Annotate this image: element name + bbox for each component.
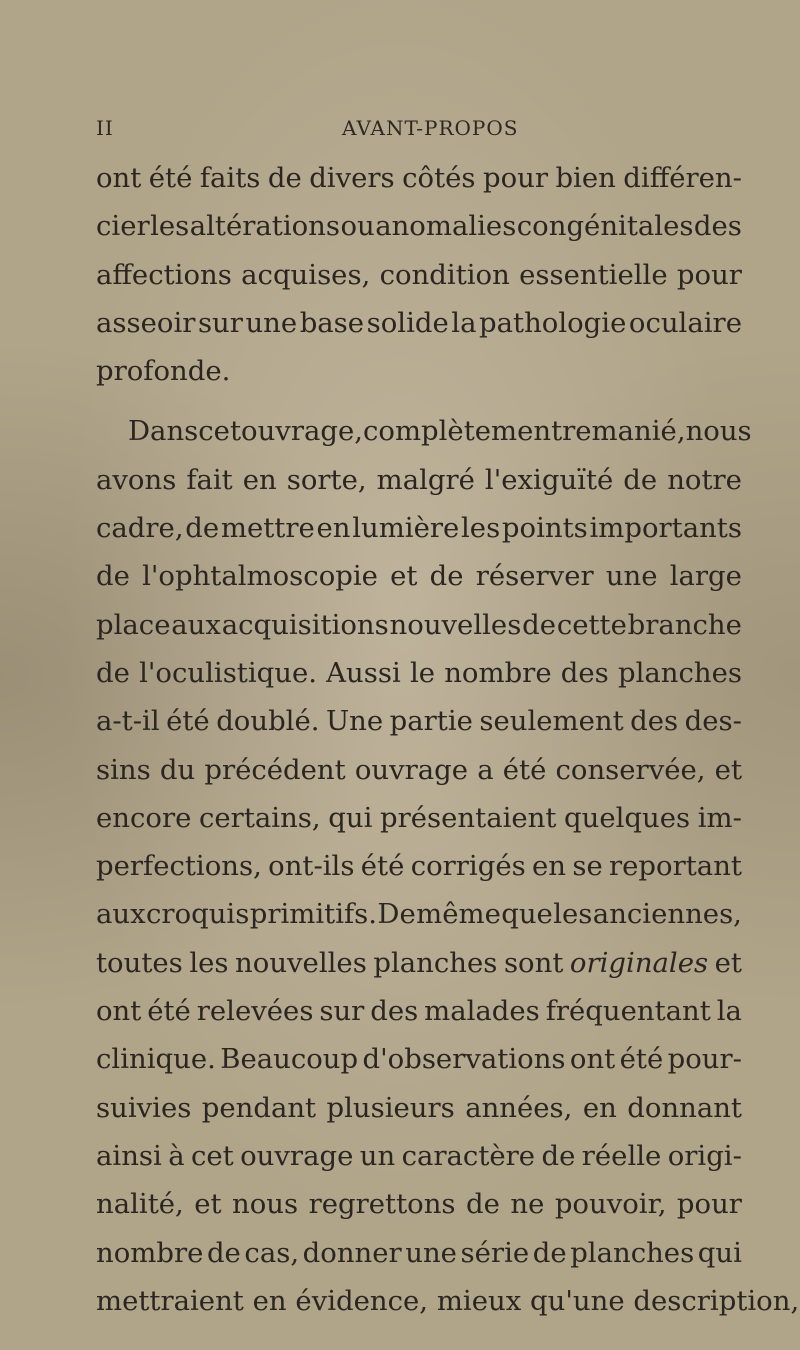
word: été (147, 995, 191, 1028)
word: années, (465, 1091, 573, 1124)
word: été (148, 162, 193, 194)
word: congénitales (516, 210, 694, 243)
word: série (460, 1236, 530, 1269)
text-line (96, 746, 742, 794)
text-line (96, 202, 742, 250)
word: pour- (667, 1043, 742, 1076)
word: nouvelles (235, 946, 367, 979)
word: précédent (204, 753, 346, 786)
word: essentielle (519, 258, 668, 291)
text-line (96, 1277, 800, 1325)
text-line (96, 842, 742, 890)
text-line (96, 890, 742, 938)
word: sur (319, 995, 365, 1028)
word: et (714, 753, 742, 786)
word: ont (96, 162, 142, 194)
word: im- (697, 801, 742, 834)
word: altérations (189, 210, 341, 243)
word: acquises, (241, 258, 371, 291)
word: de (429, 560, 464, 593)
word: donner (302, 1236, 402, 1269)
body-text (96, 154, 800, 1325)
word: été (360, 850, 405, 883)
word: la (716, 995, 742, 1028)
text-line (96, 1229, 742, 1277)
word: qui (697, 1236, 742, 1269)
word: l'exiguïté (484, 463, 614, 496)
word: Aussi (326, 656, 401, 689)
word: cadre, (96, 512, 184, 545)
word: nous (685, 415, 752, 448)
word: nouvelles (389, 608, 522, 641)
word: le (409, 656, 436, 689)
word: les (553, 898, 593, 931)
word: Une (325, 705, 384, 738)
word: la (451, 306, 477, 339)
word: du (159, 753, 196, 786)
word: nombre (444, 656, 552, 689)
word: cier (96, 210, 150, 243)
word: les (189, 946, 229, 979)
word: faits (199, 162, 261, 194)
text-line (96, 407, 752, 455)
word: cette (556, 608, 627, 641)
word: une (405, 1236, 457, 1269)
word: aux (96, 898, 146, 931)
word: large (669, 560, 742, 593)
word: mettre (220, 512, 315, 545)
word: malades (424, 995, 540, 1028)
word: en (532, 850, 567, 883)
word: encore (96, 801, 192, 834)
word: complètement (362, 415, 563, 448)
word: a (477, 753, 494, 786)
word: mieux (436, 1284, 522, 1317)
word: des (693, 210, 742, 243)
text-line (96, 987, 742, 1035)
word: sins (96, 753, 151, 786)
word: en (582, 1091, 617, 1124)
word: d'observations (362, 1043, 566, 1076)
word: ont-ils (268, 850, 355, 883)
text-line (96, 347, 742, 395)
word: ouvrage (240, 1139, 354, 1172)
word: de (185, 512, 220, 545)
word: mettraient (96, 1284, 244, 1317)
word: planches (617, 656, 742, 689)
text-line (96, 552, 742, 600)
word: cet (191, 1139, 234, 1172)
text-line (96, 939, 742, 987)
word: en (316, 512, 351, 545)
word: pour (482, 162, 548, 194)
word: acquisitions (221, 608, 389, 641)
word: de (96, 560, 130, 593)
word: des- (684, 705, 742, 738)
word: ouvrage (354, 753, 469, 786)
word: les (150, 210, 190, 243)
word: de (206, 1236, 241, 1269)
word: nous (232, 1188, 299, 1221)
word: caractère (401, 1139, 536, 1172)
word: originales (569, 946, 709, 979)
word: se (572, 850, 603, 883)
word: toutes (96, 946, 183, 979)
word: évidence, (295, 1284, 429, 1317)
word: oculaire (628, 306, 742, 339)
word: place (96, 608, 171, 641)
text-line (96, 251, 742, 299)
word: origi- (667, 1139, 742, 1172)
word: conservée, (555, 753, 706, 786)
running-title: AVANT-PROPOS (342, 116, 519, 140)
text-line (96, 154, 742, 202)
word: suivies (96, 1091, 192, 1124)
word: nombre (96, 1236, 204, 1269)
word: a-t-il (96, 705, 160, 738)
word: pour (676, 1188, 742, 1221)
word: ont (96, 995, 142, 1028)
word: en (242, 463, 277, 496)
word: De (377, 898, 416, 931)
word: partie (389, 705, 473, 738)
word: l'ophtalmoscopie (142, 560, 378, 593)
word: base (299, 306, 365, 339)
word: pathologie (479, 306, 627, 339)
text-line (96, 697, 742, 745)
word: qu'une (530, 1284, 625, 1317)
word: ne (510, 1188, 545, 1221)
text-line (96, 794, 742, 842)
word: regrettons (308, 1188, 456, 1221)
word: Beaucoup (220, 1043, 359, 1076)
word: pour (676, 258, 742, 291)
word: notre (667, 463, 742, 496)
running-head (96, 116, 736, 146)
word: solide (366, 306, 449, 339)
word: doublé. (216, 705, 320, 738)
word: réserver (475, 560, 594, 593)
word: l'oculistique. (139, 656, 317, 689)
word: de (267, 162, 302, 194)
word: présentaient (380, 801, 557, 834)
word: fréquentant (545, 995, 711, 1028)
word: planches (570, 1236, 695, 1269)
word: branche (627, 608, 742, 641)
word: avons (96, 463, 177, 496)
word: sur (197, 306, 243, 339)
word: de (532, 1236, 567, 1269)
word: réelle (581, 1139, 662, 1172)
word: plusieurs (326, 1091, 455, 1124)
word: ouvrage, (241, 415, 363, 448)
word: cas, (244, 1236, 300, 1269)
word: sont (503, 946, 564, 979)
word: corrigés (410, 850, 526, 883)
word: en (252, 1284, 287, 1317)
paragraph (96, 154, 742, 395)
word: qui (328, 801, 373, 834)
word: une (605, 560, 658, 593)
text-line (96, 504, 742, 552)
paragraph (96, 407, 800, 1325)
word: quelques (564, 801, 691, 834)
text-line (96, 299, 742, 347)
word: lumière (352, 512, 460, 545)
word: croquis (146, 898, 250, 931)
text-line (96, 1180, 742, 1228)
word: sorte, (286, 463, 367, 496)
word: certains, (199, 801, 321, 834)
word: bien (555, 162, 616, 194)
paragraph-gap (96, 395, 742, 407)
word: pouvoir, (554, 1188, 667, 1221)
word: et (390, 560, 418, 593)
word: des (370, 995, 419, 1028)
word: différen- (623, 162, 742, 194)
word: anomalies (375, 210, 517, 243)
page-number: II (96, 116, 114, 140)
word: donnant (627, 1091, 742, 1124)
word: importants (589, 512, 742, 545)
word: été (619, 1043, 664, 1076)
word: seulement (479, 705, 624, 738)
word: que (501, 898, 553, 931)
word: fait (186, 463, 233, 496)
word: ainsi (96, 1139, 162, 1172)
text-line (96, 1084, 742, 1132)
word: côtés (402, 162, 476, 194)
word: perfections, (96, 850, 262, 883)
word: de (522, 608, 557, 641)
word: Dans (128, 415, 199, 448)
word: nalité, (96, 1188, 184, 1221)
word: et (194, 1188, 222, 1221)
word: primitifs. (249, 898, 378, 931)
text-line (96, 601, 742, 649)
word: une (245, 306, 298, 339)
text-line (96, 649, 742, 697)
word: les (461, 512, 501, 545)
word: et (714, 946, 742, 979)
word: reportant (609, 850, 742, 883)
word: malgré (376, 463, 475, 496)
word: de (466, 1188, 500, 1221)
word: de (96, 656, 130, 689)
word: relevées (196, 995, 314, 1028)
word: clinique. (96, 1043, 216, 1076)
word: description, (633, 1284, 800, 1317)
word: été (166, 705, 210, 738)
word: même (416, 898, 501, 931)
word: divers (309, 162, 395, 194)
word: remanié, (562, 415, 686, 448)
word: planches (373, 946, 498, 979)
word: des (560, 656, 609, 689)
text-line (96, 1132, 742, 1180)
word: asseoir (96, 306, 196, 339)
word: condition (379, 258, 510, 291)
word: de (623, 463, 658, 496)
word: de (541, 1139, 576, 1172)
text-line (96, 1035, 742, 1083)
word: aux (171, 608, 221, 641)
word: profonde. (96, 355, 231, 388)
word: pendant (201, 1091, 317, 1124)
text-line (96, 456, 742, 504)
word: cet (198, 415, 242, 448)
word: points (501, 512, 588, 545)
word: anciennes, (592, 898, 742, 931)
word: été (502, 753, 547, 786)
word: des (630, 705, 679, 738)
word: un (359, 1139, 396, 1172)
word: ou (340, 210, 375, 243)
word: ont (569, 1043, 616, 1076)
word: à (168, 1139, 185, 1172)
word: affections (96, 258, 232, 291)
